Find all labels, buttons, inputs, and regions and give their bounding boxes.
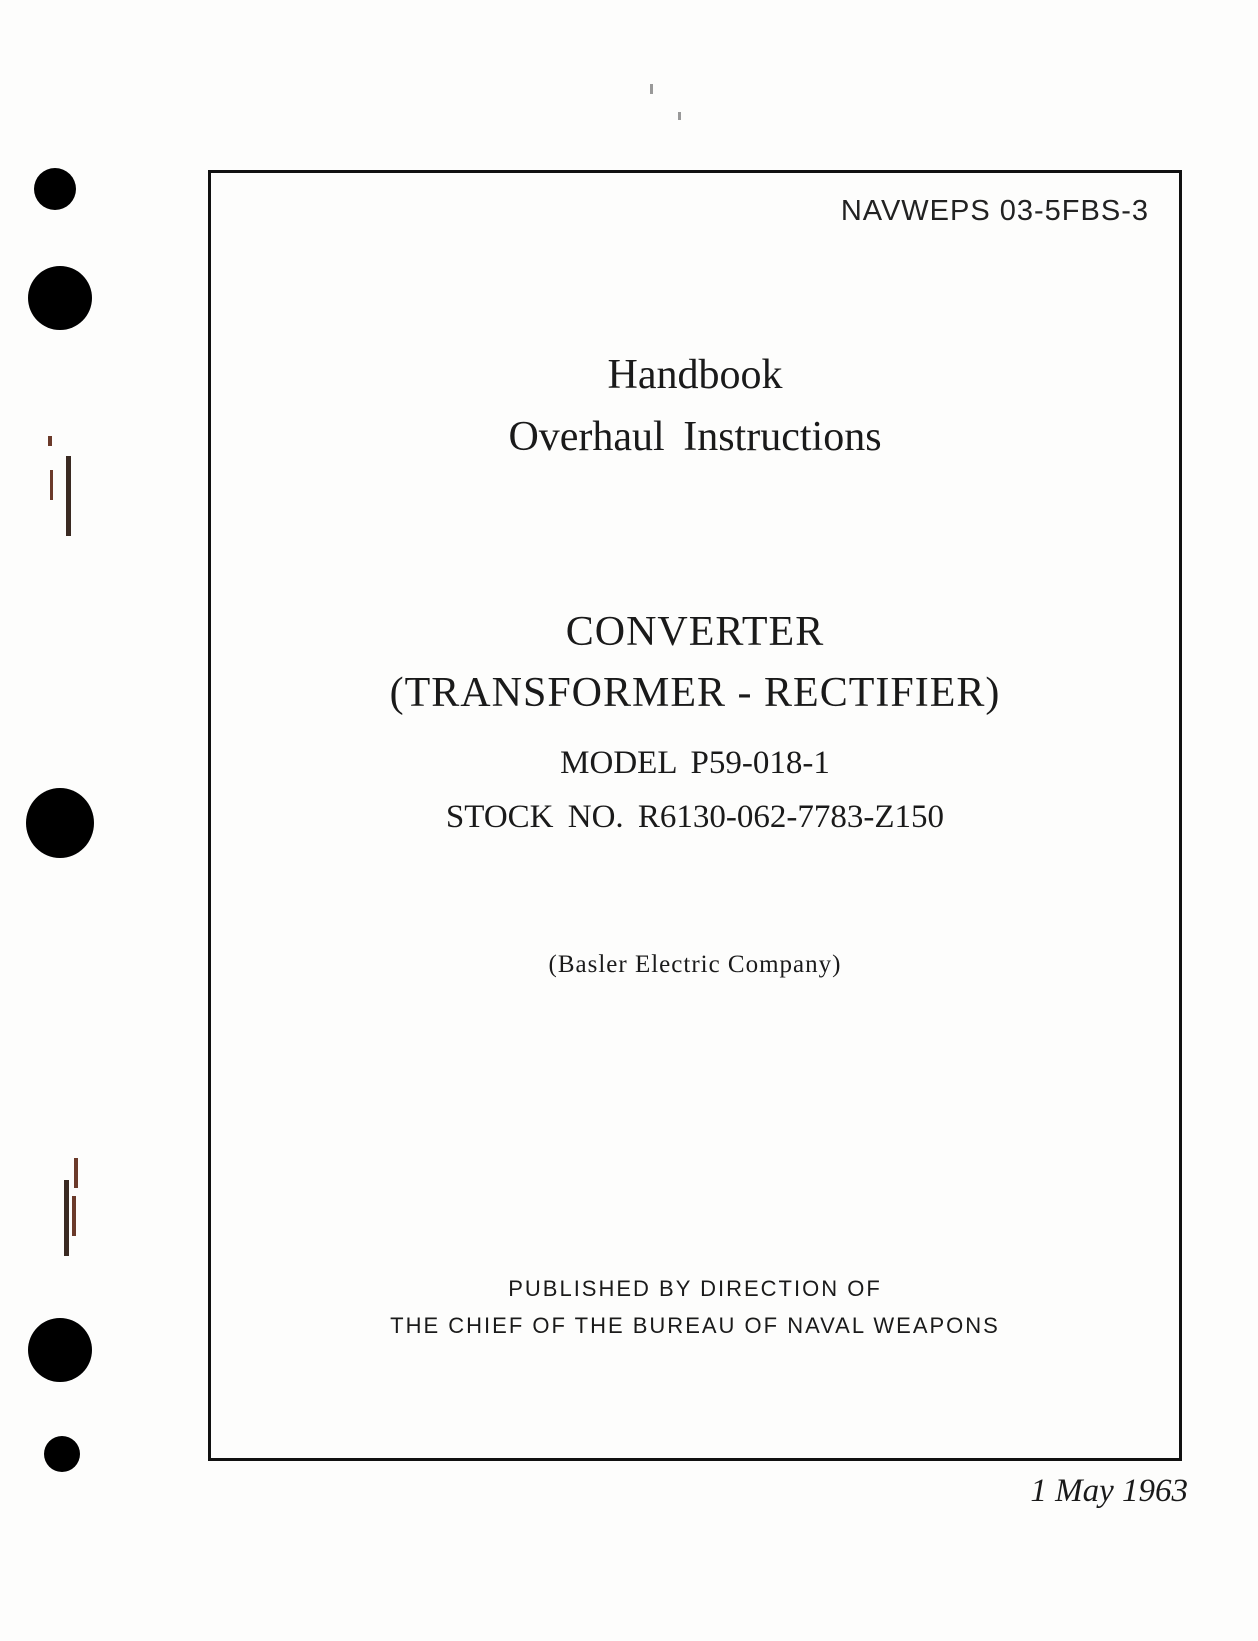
bureau-line: THE CHIEF OF THE BUREAU OF NAVAL WEAPONS — [390, 1313, 1000, 1338]
rust-mark — [74, 1158, 78, 1188]
cover-frame — [208, 170, 1182, 1461]
binder-hole-5 — [44, 1436, 80, 1472]
staple-mark — [66, 456, 71, 536]
staple-mark — [64, 1180, 69, 1256]
stock-number: STOCK NO. R6130-062-7783-Z150 — [445, 799, 945, 835]
company-name: (Basler Electric Company) — [548, 951, 842, 978]
paper-mark — [650, 84, 653, 94]
binder-hole-4 — [28, 1318, 92, 1382]
binder-hole-1 — [34, 168, 76, 210]
published-by-line: PUBLISHED BY DIRECTION OF — [508, 1276, 882, 1301]
paper-mark — [678, 112, 681, 120]
heading-handbook: Handbook — [607, 352, 783, 398]
binder-hole-2 — [28, 266, 92, 330]
rust-mark — [48, 436, 52, 446]
rust-mark — [50, 470, 53, 500]
document-title: CONVERTER — [565, 609, 825, 655]
heading-overhaul-instructions: Overhaul Instructions — [508, 414, 882, 460]
model-number: MODEL P59-018-1 — [560, 745, 830, 781]
binder-hole-3 — [26, 788, 94, 858]
document-number: NAVWEPS 03-5FBS-3 — [840, 195, 1149, 227]
document-subtitle: (TRANSFORMER - RECTIFIER) — [389, 670, 1001, 716]
rust-mark — [72, 1196, 76, 1236]
publication-date: 1 May 1963 — [1030, 1473, 1188, 1509]
